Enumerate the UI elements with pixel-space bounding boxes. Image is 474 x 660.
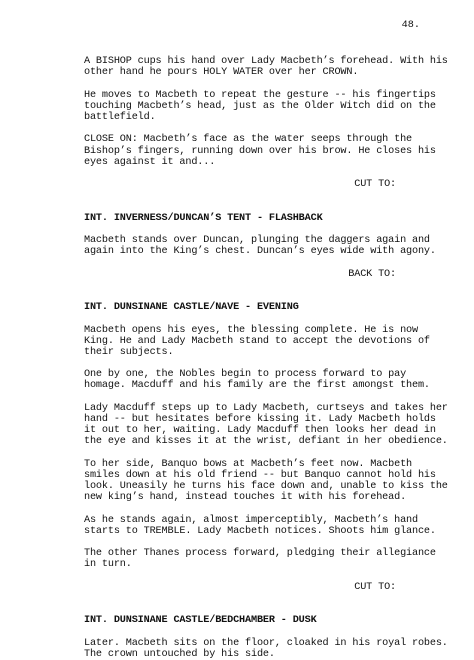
- action-paragraph: [84, 56, 448, 79]
- script-line: the eye and kisses it at the wrist, defiant in her obedience.: [84, 436, 448, 448]
- script-line: touching Macbeth’s head, just as the Older Witch did on the: [84, 100, 436, 112]
- action-paragraph: [84, 134, 436, 168]
- script-line: INT. DUNSINANE CASTLE/NAVE - EVENING: [84, 302, 299, 314]
- action-paragraph: [84, 402, 448, 448]
- transition: [84, 269, 417, 280]
- blank-line: [84, 537, 417, 548]
- script-line: INT. INVERNESS/DUNCAN’S TENT - FLASHBACK: [84, 212, 323, 224]
- screenplay-body: [84, 56, 448, 660]
- script-line: To her side, Banquo bows at Macbeth’s feet now. Macbeth: [84, 458, 412, 470]
- script-line: new king’s hand, instead touches it with his forehead.: [84, 492, 407, 504]
- script-line: their subjects.: [84, 346, 174, 358]
- script-line: eyes against it and...: [84, 156, 216, 168]
- blank-line: [84, 257, 417, 268]
- blank-line: [84, 593, 417, 604]
- script-line: again into the King’s chest. Duncan’s eyes wide with agony.: [84, 246, 436, 258]
- blank-line: [84, 291, 417, 302]
- action-paragraph: [84, 235, 436, 258]
- script-line: battlefield.: [84, 111, 156, 123]
- blank-line: [84, 604, 417, 615]
- blank-line: [84, 78, 417, 89]
- blank-line: [84, 358, 417, 369]
- script-line: BACK TO:: [348, 268, 396, 280]
- script-line: He moves to Macbeth to repeat the gesture -- his fingertips: [84, 89, 436, 101]
- script-line: The crown untouched by his side.: [84, 648, 275, 660]
- script-line: CUT TO:: [354, 581, 396, 593]
- script-line: Lady Macduff steps up to Lady Macbeth, curtseys and takes her: [84, 402, 448, 414]
- transition: [84, 179, 417, 190]
- blank-line: [84, 190, 417, 201]
- script-line: Bishop’s fingers, running down over his brow. He closes his: [84, 145, 436, 157]
- blank-line: [84, 392, 417, 403]
- script-line: A BISHOP cups his hand over Lady Macbeth’s forehead. With his: [84, 56, 448, 67]
- action-paragraph: [84, 458, 448, 504]
- blank-line: [84, 571, 417, 582]
- blank-line: [84, 168, 417, 179]
- script-line: Macbeth stands over Duncan, plunging the daggers again and: [84, 235, 430, 246]
- action-paragraph: [84, 89, 436, 124]
- blank-line: [84, 201, 417, 212]
- action-paragraph: [84, 514, 436, 537]
- blank-line: [84, 627, 417, 638]
- blank-line: [84, 224, 417, 235]
- script-line: smiles down at his old friend -- but Banquo cannot hold his: [84, 469, 436, 481]
- blank-line: [84, 123, 417, 134]
- action-paragraph: [84, 324, 430, 359]
- blank-line: [84, 280, 417, 291]
- scene-heading: [84, 302, 417, 313]
- script-line: As he stands again, almost imperceptibly, Macbeth’s hand: [84, 514, 418, 526]
- transition: [84, 582, 417, 593]
- script-line: One by one, the Nobles begin to process forward to pay: [84, 369, 407, 381]
- script-line: it out to her, waiting. Lady Macduff then looks her dead in: [84, 425, 436, 437]
- script-line: in turn.: [84, 559, 132, 571]
- script-line: INT. DUNSINANE CASTLE/BEDCHAMBER - DUSK: [84, 615, 317, 627]
- script-line: look. Uneasily he turns his face down and, unable to kiss the: [84, 481, 448, 493]
- script-line: CLOSE ON: Macbeth’s face as the water seeps through the: [84, 134, 412, 146]
- script-line: The other Thanes process forward, pledging their allegiance: [84, 548, 436, 560]
- blank-line: [84, 504, 417, 515]
- script-line: King. He and Lady Macbeth stand to accept the devotions of: [84, 335, 430, 347]
- blank-line: [84, 313, 417, 324]
- script-line: other hand he pours HOLY WATER over her CROWN.: [84, 67, 359, 79]
- script-line: hand -- but hesitates before kissing it. Lady Macbeth holds: [84, 414, 436, 425]
- scene-heading: [84, 213, 417, 224]
- script-line: starts to TREMBLE. Lady Macbeth notices. Shoots him glance.: [84, 525, 436, 537]
- script-line: Later. Macbeth sits on the floor, cloaked in his royal robes.: [84, 637, 448, 649]
- scene-heading: [84, 615, 417, 626]
- script-line: CUT TO:: [354, 179, 396, 191]
- action-paragraph: [84, 548, 436, 571]
- page-number: 48.: [401, 20, 420, 31]
- action-paragraph: [84, 637, 448, 660]
- script-line: Macbeth opens his eyes, the blessing complete. He is now: [84, 324, 418, 336]
- action-paragraph: [84, 369, 430, 392]
- blank-line: [84, 448, 417, 459]
- script-line: homage. Macduff and his family are the first amongst them.: [84, 380, 430, 392]
